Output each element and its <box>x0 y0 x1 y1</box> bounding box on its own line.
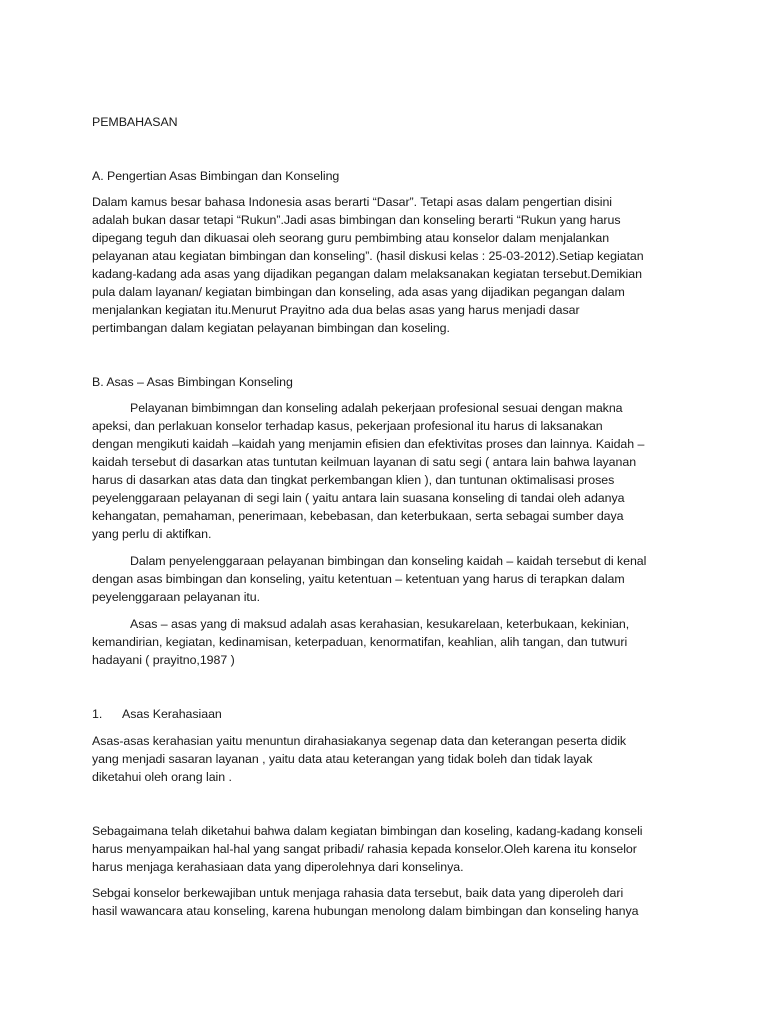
section-1-paragraph-1: Asas-asas kerahasian yaitu menuntun dirahasiakanya segenap data dan keterangan peserta didik yang menjadi sasaran layanan , yaitu data atau keterangan yang tidak boleh dan tidak layak diketahui oleh orang lain . <box>92 734 627 784</box>
section-b-paragraph-2: Dalam penyelenggaraan pelayanan bimbingan dan konseling kaidah – kaidah tersebut di kenal dengan asas bimbingan dan konseling, yaitu ketentuan – ketentuan yang harus di terapkan dalam peyelenggaraan pelayanan itu. <box>92 554 647 604</box>
section-b-paragraph-3: Asas – asas yang di maksud adalah asas kerahasian, kesukarelaan, keterbukaan, kekinian, kemandirian, kegiatan, kedinamisan, keterpaduan, kenormatifan, keahlian, alih tangan, dan tutwuri hadayani ( prayitno,1987 ) <box>92 617 630 667</box>
section-a-paragraph: Dalam kamus besar bahasa Indonesia asas berarti “Dasar”. Tetapi asas dalam pengertian disini adalah bukan dasar tetapi “Rukun”.Jadi asas bimbingan dan konseling berarti “Rukun yang harus dipegang teguh dan dikuasai oleh seorang guru pembimbing atau konselor dalam menjalankan pelayanan atau kegiatan bimbingan dan konseling”. (hasil diskusi kelas : 25-03-2012).Setiap kegiatan kadang-kadang ada asas yang dijadikan pegangan dalam melaksanakan kegiatan tersebut.Demikian pula dalam layanan/ kegiatan bimbingan dan konseling, ada asas yang dijadikan pegangan dalam menjalankan kegiatan itu.Menurut Prayitno ada dua belas asas yang harus menjadi dasar pertimbangan dalam kegiatan pelayanan bimbingan dan koseling. <box>92 195 644 335</box>
section-1-title: Asas Kerahasiaan <box>122 707 222 721</box>
section-1-heading <box>92 705 682 723</box>
section-1-paragraph-3: Sebgai konselor berkewajiban untuk menjaga rahasia data tersebut, baik data yang diperoleh dari hasil wawancara atau konseling, karena hubungan menolong dalam bimbingan dan konseling hanya <box>92 886 639 918</box>
section-b-heading: B. Asas – Asas Bimbingan Konseling <box>92 375 293 389</box>
section-1-paragraph-2: Sebagaimana telah diketahui bahwa dalam kegiatan bimbingan dan koseling, kadang-kadang konseli harus menyampaikan hal-hal yang sangat pribadi/ rahasia kepada konselor.Oleh karena itu konselor harus menjaga kerahasiaan data yang diperolehnya dari konselinya. <box>92 824 643 874</box>
section-a-heading: A. Pengertian Asas Bimbingan dan Konseling <box>92 169 340 183</box>
document-body <box>92 113 682 920</box>
section-b-paragraph-1: Pelayanan bimbimngan dan konseling adalah pekerjaan profesional sesuai dengan makna apeksi, dan perlakuan konselor terhadap kasus, pekerjaan profesional itu harus di laksanakan dengan mengikuti kaidah –kaidah yang menjamin efisien dan efektivitas proses dan lainnya. Kaidah – kaidah tersebut di dasarkan atas tuntutan keilmuan layanan di satu segi ( antara lain bahwa layanan harus di dasarkan atas data dan tingkat perkembangan klien ), dan tuntunan oktimalisasi proses peyelenggaraan pelayanan di segi lain ( yaitu antara lain suasana konseling di tandai oleh adanya kehangatan, pemahaman, penerimaan, kebebasan, dan keterbukaan, serta sebagai sumber daya yang perlu di aktifkan. <box>92 401 645 541</box>
main-heading: PEMBAHASAN <box>92 115 178 129</box>
section-1-number: 1. <box>92 707 103 721</box>
